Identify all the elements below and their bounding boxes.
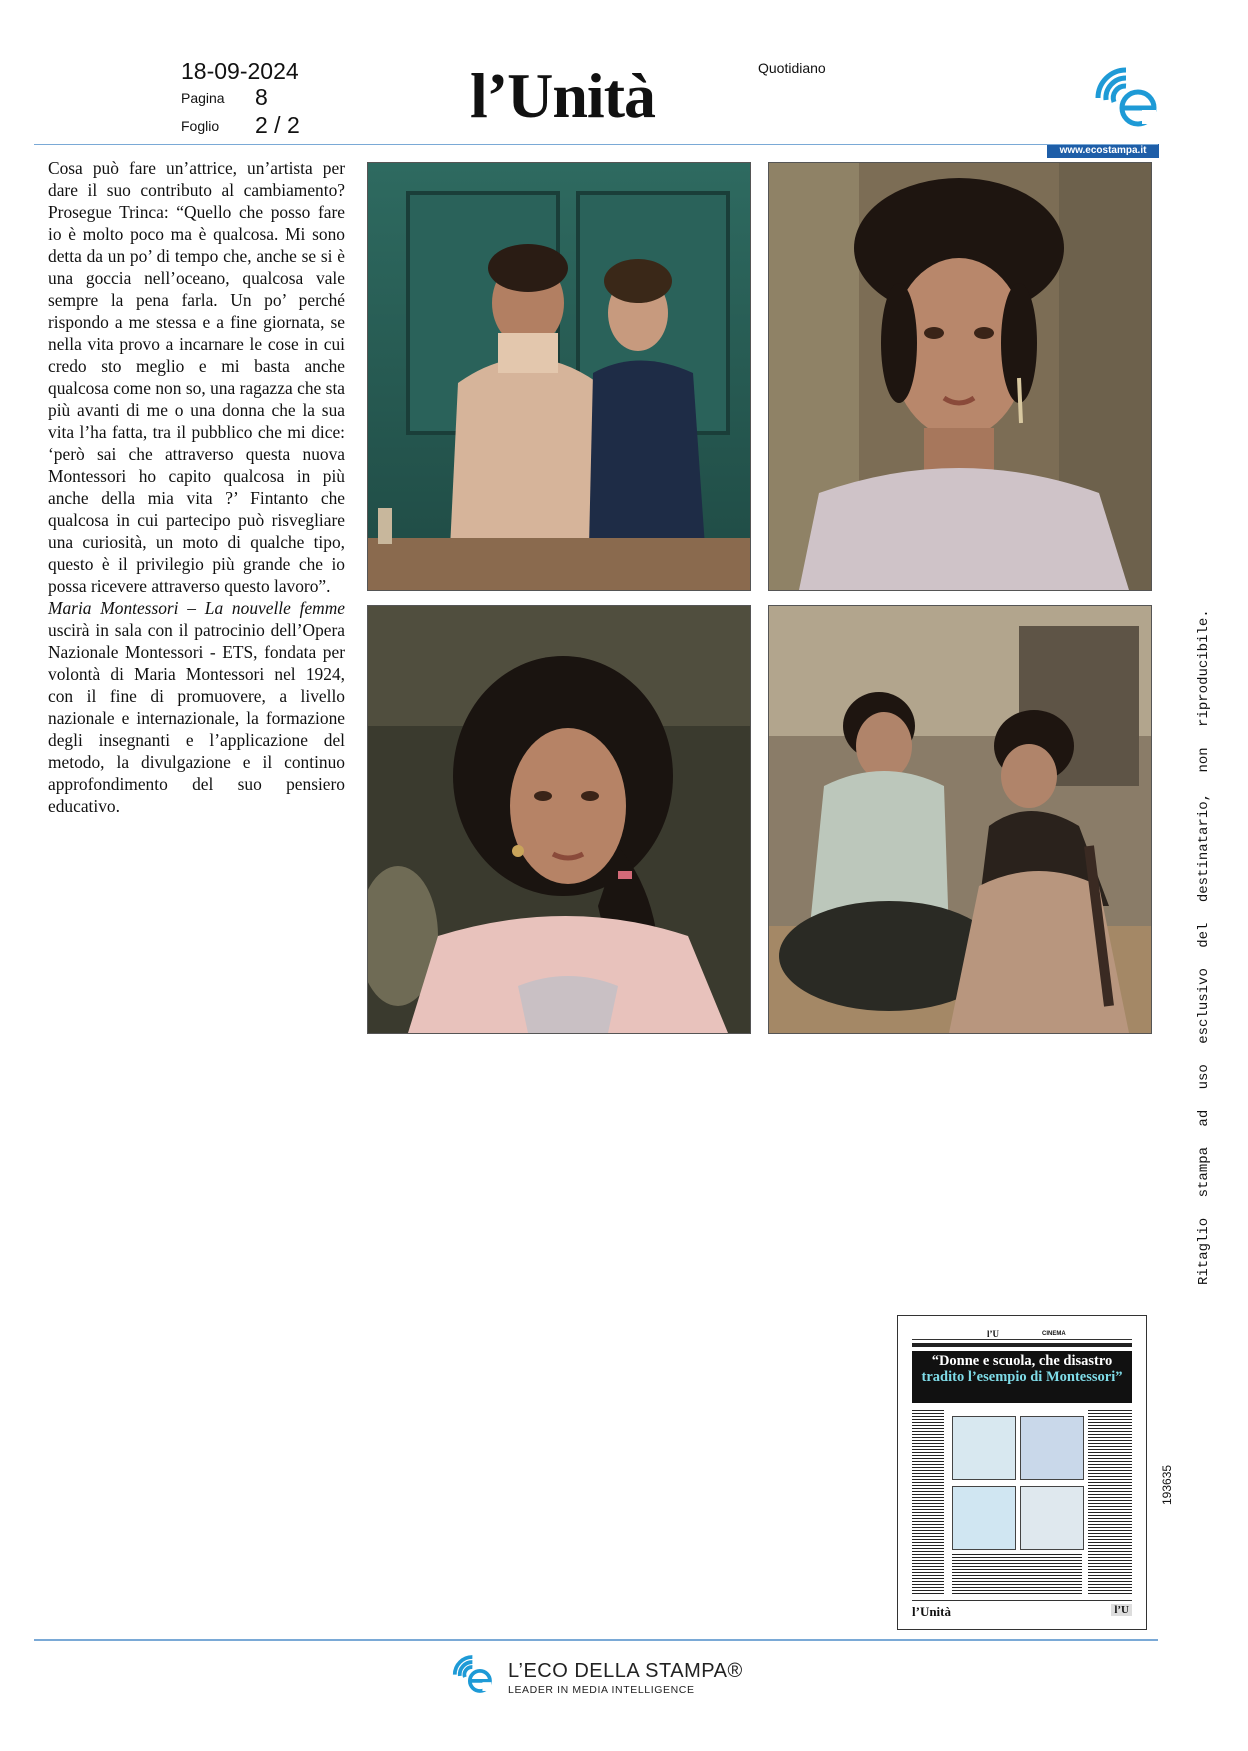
thumbnail-text-column xyxy=(912,1410,944,1596)
photo-teacher-and-child xyxy=(367,162,751,591)
thumbnail-photo-4 xyxy=(1020,1486,1084,1550)
page-label: Pagina xyxy=(181,90,225,106)
footer-tagline: LEADER IN MEDIA INTELLIGENCE xyxy=(508,1684,695,1696)
sheet-info xyxy=(181,112,300,138)
article-paragraph-2-text: uscirà in sala con il patrocinio dell’Opera Nazionale Montessori - ETS, fondata per volontà di Maria Montessori nel 1924, con il fine di promuovere, a livello nazionale e internazionale, la formazione degli insegnanti e l’applicazione del metodo, la divulgazione e il continuo approfondimento del suo pensiero educativo. xyxy=(48,620,345,816)
thumbnail-columns xyxy=(912,1410,1132,1596)
page-thumbnail xyxy=(897,1315,1147,1630)
header-divider xyxy=(34,144,1158,145)
thumbnail-text-column-right xyxy=(1088,1410,1132,1596)
thumbnail-header xyxy=(912,1329,1132,1340)
footer-divider xyxy=(34,1639,1158,1641)
article-body xyxy=(48,157,345,817)
thumbnail-footer-masthead-2: l’U xyxy=(1111,1604,1132,1616)
thumbnail-headline-2: tradito l’esempio di Montessori” xyxy=(921,1369,1123,1385)
photo-two-women-seated xyxy=(768,605,1152,1034)
thumbnail-photo-1 xyxy=(952,1416,1016,1480)
thumbnail-band xyxy=(912,1343,1132,1347)
thumbnail-headline xyxy=(912,1351,1132,1403)
article-paragraph-2 xyxy=(48,597,345,817)
photo-woman-by-window xyxy=(367,605,751,1034)
thumbnail-text-block xyxy=(952,1554,1082,1596)
thumbnail-photo-2 xyxy=(1020,1416,1084,1480)
article-paragraph-1: Cosa può fare un’attrice, un’artista per dare il suo contributo al cambiamento? Prosegue Trinca: “Quello che posso fare io è molto poco ma è qualcosa. Mi sono detta da un po’ di tempo che, anche se si è una goccia nell’oceano, qualcosa vale sempre la pena farla. Un po’ perché rispondo a me stessa e a fine giornata, se nella vita provo a incarnare le cose in cui credo sto meglio e mi basta anche qualcosa come non so, una ragazza che sta più avanti di me o una donna che la sua vita l’ha fatta, tra il pubblico che mi dice: ‘però sai che attraverso questa nuova Montessori ho capito qualcosa in più anche della mia vita ?’ Fintanto che qualcosa in cui partecipo può risvegliare una curiosità, un moto di qualche tipo, questo è il privilegio più grande che io possa ricevere attraverso questo lavoro”. xyxy=(48,158,345,596)
thumbnail-photo-3 xyxy=(952,1486,1016,1550)
clipping-code: 193635 xyxy=(1160,1464,1174,1505)
ecostampa-url: www.ecostampa.it xyxy=(1047,144,1159,158)
thumbnail-footer-masthead: l’Unità xyxy=(912,1604,951,1619)
photo-maria-portrait xyxy=(768,162,1152,591)
footer-brand: L’ECO DELLA STAMPA® xyxy=(508,1660,743,1682)
film-title: Maria Montessori – La nouvelle femme xyxy=(48,598,345,618)
newspaper-masthead: l’Unità xyxy=(470,60,655,131)
thumbnail-section: CINEMA xyxy=(1042,1331,1066,1337)
publication-type: Quotidiano xyxy=(758,60,826,76)
sheet-label: Foglio xyxy=(181,118,220,134)
clipping-date: 18-09-2024 xyxy=(181,58,299,84)
sheet-value: 2 / 2 xyxy=(255,112,300,138)
thumbnail-masthead: l’U xyxy=(987,1329,999,1339)
page-value: 8 xyxy=(255,84,268,110)
thumbnail-footer xyxy=(912,1600,1132,1623)
eco-stampa-logo-icon xyxy=(1092,62,1162,132)
page-info xyxy=(181,84,268,110)
eco-stampa-logo-icon xyxy=(451,1652,495,1696)
reproduction-notice: Ritaglio stampa ad uso esclusivo del destinatario, non riproducibile. xyxy=(1196,609,1212,1285)
thumbnail-headline-1: “Donne e scuola, che disastro xyxy=(931,1353,1113,1369)
